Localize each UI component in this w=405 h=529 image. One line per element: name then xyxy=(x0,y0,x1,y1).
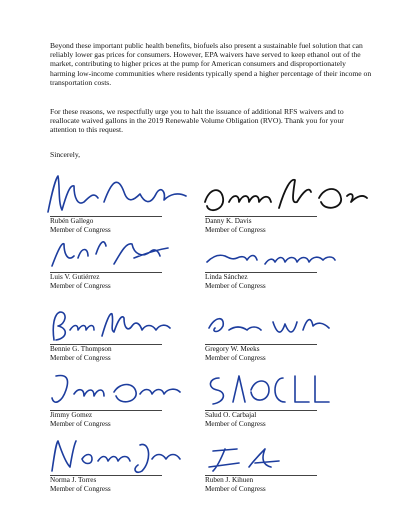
signatory-title: Member of Congress xyxy=(50,354,111,362)
signatory-name: Norma J. Torres xyxy=(50,476,97,484)
signatory-title: Member of Congress xyxy=(50,485,111,493)
signatory-name: Linda Sánchez xyxy=(205,273,248,281)
handwritten-signature-meeks xyxy=(199,300,349,348)
signatory-name: Salud O. Carbajal xyxy=(205,411,257,419)
handwritten-signature-carbajal xyxy=(199,366,349,414)
signatory-name: Rubén Gallego xyxy=(50,217,94,225)
signatory-title: Member of Congress xyxy=(50,226,111,234)
signatory-title: Member of Congress xyxy=(205,485,266,493)
body-paragraph-2: For these reasons, we respectfully urge you to halt the issuance of additional RFS waivers and to reallocate waived gallons in the 2019 Renewable Volume Obligation (RVO). Thank you for your attention to this request. xyxy=(50,107,344,135)
signature-block-torres xyxy=(50,431,210,497)
handwritten-signature-kihuen xyxy=(199,431,349,479)
signatory-title: Member of Congress xyxy=(205,420,266,428)
closing-salutation: Sincerely, xyxy=(50,150,81,159)
signatory-title: Member of Congress xyxy=(50,282,111,290)
handwritten-signature-gomez xyxy=(44,366,194,414)
signature-block-gutierrez xyxy=(50,228,210,294)
signature-block-kihuen xyxy=(205,431,365,497)
signature-block-meeks xyxy=(205,300,365,366)
signature-block-carbajal xyxy=(205,366,365,432)
handwritten-signature-gallego xyxy=(44,172,194,220)
signature-block-sanchez xyxy=(205,228,365,294)
signature-block-gomez xyxy=(50,366,210,432)
signatory-title: Member of Congress xyxy=(205,282,266,290)
signatory-name: Jimmy Gomez xyxy=(50,411,93,419)
signatory-title: Member of Congress xyxy=(205,354,266,362)
handwritten-signature-thompson xyxy=(44,300,194,348)
signatory-title: Member of Congress xyxy=(205,226,266,234)
signature-block-thompson xyxy=(50,300,210,366)
signatory-name: Ruben J. Kihuen xyxy=(205,476,254,484)
handwritten-signature-gutierrez xyxy=(44,228,194,276)
signatory-name: Luis V. Gutiérrez xyxy=(50,273,100,281)
signatory-name: Bennie G. Thompson xyxy=(50,345,112,353)
handwritten-signature-davis xyxy=(199,172,369,220)
handwritten-signature-torres xyxy=(44,431,194,479)
body-paragraph-1: Beyond these important public health benefits, biofuels also present a sustainable fuel solution that can reliably lower gas prices for consumers. However, EPA waivers have served to keep ethanol out of the market, contributing to higher prices at the pump for American consumers and disproportionately harming low-income communities where residents typically spend a higher percentage of their income on transportation costs. xyxy=(50,41,372,87)
signatory-name: Gregory W. Meeks xyxy=(205,345,260,353)
signatory-title: Member of Congress xyxy=(50,420,111,428)
signatory-name: Danny K. Davis xyxy=(205,217,252,225)
handwritten-signature-sanchez xyxy=(199,228,349,276)
